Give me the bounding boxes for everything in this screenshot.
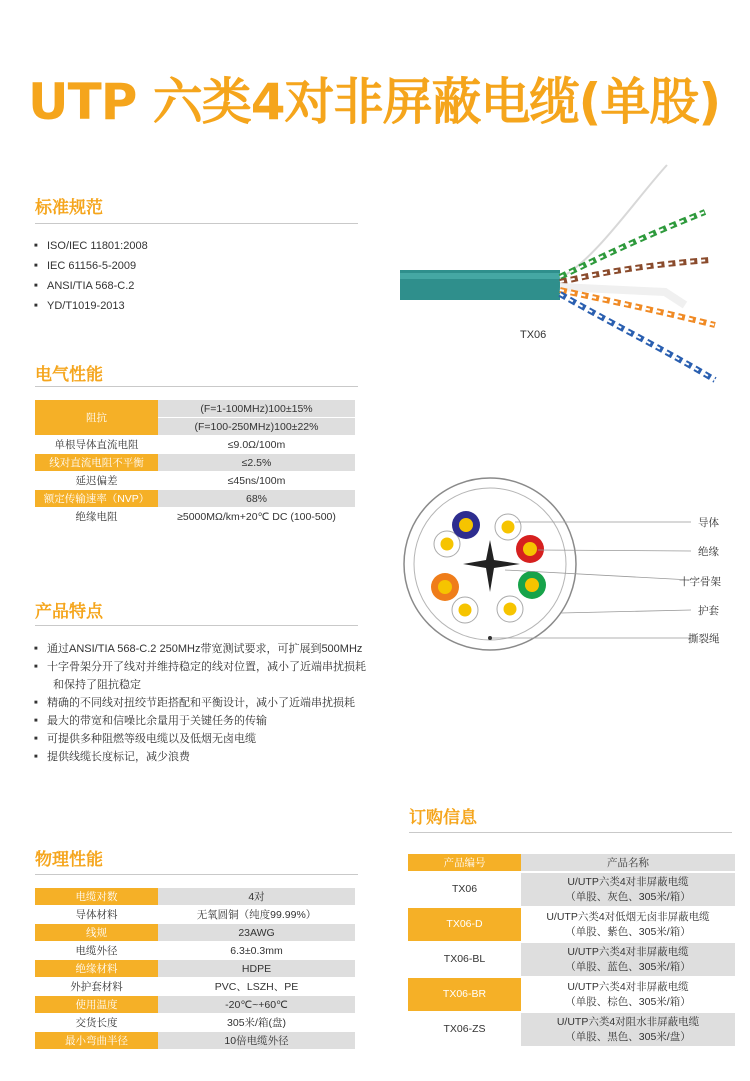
product-name-line1: U/UTP六类4对非屏蔽电缆 <box>567 945 689 958</box>
table-row <box>35 472 355 489</box>
features-list <box>34 640 366 766</box>
table-row <box>35 1032 355 1049</box>
feature-item: ■ 提供线缆长度标记，减少浪费 <box>34 748 366 766</box>
table-row <box>408 978 735 1011</box>
product-name-line1: U/UTP六类4对非屏蔽电缆 <box>567 875 689 888</box>
standard-item: ■ IEC 61156-5-2009 <box>34 256 148 276</box>
table-row <box>35 960 355 977</box>
table-row <box>35 1014 355 1031</box>
product-name <box>521 873 735 906</box>
standards-heading: 标准规范 <box>35 198 103 218</box>
product-name-line1: U/UTP六类4对阻水非屏蔽电缆 <box>556 1015 700 1028</box>
impedance-value: (F=100-250MHz)100±22% <box>158 418 355 435</box>
spec-value: HDPE <box>158 960 355 977</box>
spec-label: 电缆外径 <box>35 942 158 959</box>
table-row <box>35 508 355 525</box>
feature-item: ■ 通过ANSI/TIA 568-C.2 250MHz带宽测试要求，可扩展到500MHz <box>34 640 366 658</box>
spec-label: 线规 <box>35 924 158 941</box>
separator-spline <box>560 287 685 305</box>
spec-value: ≤45ns/100m <box>158 472 355 489</box>
table-row <box>408 1013 735 1046</box>
table-row <box>35 888 355 905</box>
table-row <box>408 908 735 941</box>
table-row <box>408 943 735 976</box>
spec-label: 绝缘材料 <box>35 960 158 977</box>
table-row <box>408 873 735 906</box>
table-row <box>35 996 355 1013</box>
table-row <box>35 454 355 471</box>
feature-item-continued: 和保持了阻抗稳定 <box>53 679 141 691</box>
product-code: TX06-ZS <box>408 1013 521 1046</box>
column-header-name: 产品名称 <box>521 854 735 871</box>
spec-label: 延迟偏差 <box>35 472 158 489</box>
spec-label: 最小弯曲半径 <box>35 1032 158 1049</box>
product-code: TX06-D <box>408 908 521 941</box>
spec-value: 6.3±0.3mm <box>158 942 355 959</box>
cross-section-diagram <box>395 475 735 655</box>
table-row <box>35 490 355 507</box>
table-row <box>35 942 355 959</box>
table-row <box>35 924 355 941</box>
cable-illustration <box>395 160 735 395</box>
product-name <box>521 1013 735 1046</box>
physical-rule <box>35 874 358 875</box>
ripcord <box>560 165 667 278</box>
product-name <box>521 978 735 1011</box>
product-code: TX06-BL <box>408 943 521 976</box>
impedance-value: (F=1-100MHz)100±15% <box>158 400 355 417</box>
features-rule <box>35 625 358 626</box>
spec-value: 无氧圆铜（纯度99.99%） <box>158 906 355 923</box>
product-name <box>521 908 735 941</box>
product-name-line2: （单股、棕色、305米/箱） <box>565 995 691 1008</box>
features-heading: 产品特点 <box>35 602 103 622</box>
spec-label: 电缆对数 <box>35 888 158 905</box>
table-header-row <box>408 854 735 871</box>
feature-item: ■ 十字骨架分开了线对并维持稳定的线对位置，减小了近端串扰损耗 <box>34 658 366 676</box>
feature-item: ■ 精确的不同线对扭绞节距搭配和平衡设计，减小了近端串扰损耗 <box>34 694 366 712</box>
spec-label: 使用温度 <box>35 996 158 1013</box>
ripcord-dot <box>488 636 492 640</box>
column-header-code: 产品编号 <box>408 854 521 871</box>
physical-heading: 物理性能 <box>35 850 103 870</box>
leader-jacket <box>561 610 691 613</box>
label-insulation: 绝缘 <box>698 546 719 558</box>
table-row <box>35 400 355 417</box>
ordering-rule <box>409 832 732 833</box>
ordering-table <box>408 852 735 1048</box>
spec-label: 线对直流电阻不平衡 <box>35 454 158 471</box>
spec-value: 23AWG <box>158 924 355 941</box>
spec-value: 305米/箱(盘) <box>158 1014 355 1031</box>
spec-label: 绝缘电阻 <box>35 508 158 525</box>
product-name-line2: （单股、紫色、305米/箱） <box>565 925 691 938</box>
table-row <box>35 978 355 995</box>
physical-table <box>35 887 355 1050</box>
cable-jacket-highlight <box>400 273 560 279</box>
spec-label: 交货长度 <box>35 1014 158 1031</box>
spec-label: 单根导体直流电阻 <box>35 436 158 453</box>
standards-rule <box>35 223 358 224</box>
spec-label: 导体材料 <box>35 906 158 923</box>
product-name-line2: （单股、蓝色、305米/箱） <box>565 960 691 973</box>
product-name-line2: （单股、黑色、305米/盘） <box>565 1030 691 1043</box>
spec-value: -20℃~+60℃ <box>158 996 355 1013</box>
standards-list <box>34 236 148 316</box>
feature-item: ■ 最大的带宽和信噪比余量用于关键任务的传输 <box>34 712 366 730</box>
table-row <box>35 436 355 453</box>
product-name-line1: U/UTP六类4对非屏蔽电缆 <box>567 980 689 993</box>
label-conductor: 导体 <box>698 517 719 529</box>
ordering-heading: 订购信息 <box>409 808 477 828</box>
spec-value: ≤9.0Ω/100m <box>158 436 355 453</box>
electrical-table <box>35 399 355 526</box>
product-code: TX06-BR <box>408 978 521 1011</box>
spec-value: PVC、LSZH、PE <box>158 978 355 995</box>
table-row <box>35 906 355 923</box>
spec-label: 外护套材料 <box>35 978 158 995</box>
spec-value: 68% <box>158 490 355 507</box>
product-code: TX06 <box>408 873 521 906</box>
page-title: UTP 六类4对非屏蔽电缆(单股) <box>28 73 721 131</box>
electrical-heading: 电气性能 <box>35 365 103 385</box>
electrical-rule <box>35 386 358 387</box>
product-name-line1: U/UTP六类4对低烟无卤非屏蔽电缆 <box>546 910 710 923</box>
spec-value: 4对 <box>158 888 355 905</box>
spec-value: 10倍电缆外径 <box>158 1032 355 1049</box>
product-name-line2: （单股、灰色、305米/箱） <box>565 890 691 903</box>
spec-value: ≥5000MΩ/km+20℃ DC (100-500) <box>158 508 355 525</box>
label-ripcord: 撕裂绳 <box>688 633 720 645</box>
label-spline: 十字骨架 <box>679 576 721 588</box>
cable-caption: TX06 <box>520 329 547 341</box>
standard-item: ■ ANSI/TIA 568-C.2 <box>34 276 148 296</box>
label-jacket: 护套 <box>698 605 719 617</box>
feature-item: ■ 可提供多种阻燃等级电缆以及低烟无卤电缆 <box>34 730 366 748</box>
spec-label: 额定传输速率（NVP） <box>35 490 158 507</box>
standard-item: ■ ISO/IEC 11801:2008 <box>34 236 148 256</box>
product-name <box>521 943 735 976</box>
impedance-label: 阻抗 <box>35 400 158 435</box>
spec-value: ≤2.5% <box>158 454 355 471</box>
standard-item: ■ YD/T1019-2013 <box>34 296 148 316</box>
